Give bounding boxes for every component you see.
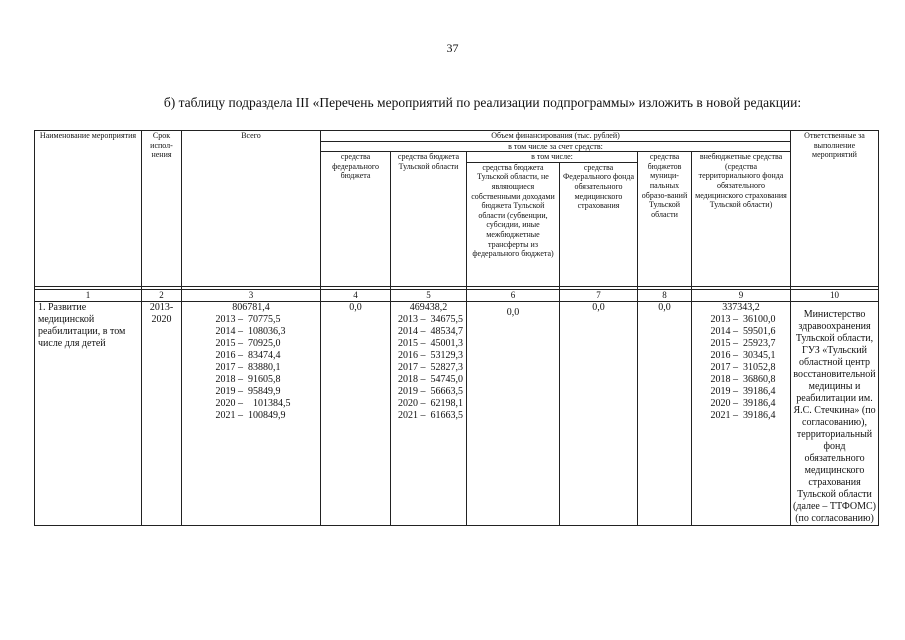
header-name: Наименование мероприятия xyxy=(35,131,142,287)
year-value-line: 2013 – 36100,0 xyxy=(710,313,776,325)
header-responsible: Ответственные за выполнение мероприятий xyxy=(791,131,879,287)
year-value-line: 2018 – 91605,8 xyxy=(215,373,281,385)
regional-cell xyxy=(391,301,467,525)
year-value-line: 2021 – 39186,4 xyxy=(710,409,776,421)
col-number: 5 xyxy=(391,289,467,301)
year-value-line: 2014 – 48534,7 xyxy=(398,325,463,337)
federal-fund-value: 0,0 xyxy=(560,301,638,525)
header-extra-budget: внебюджетные средства (средства территориального фонда обязательного медицинского страхования Тульской области) xyxy=(692,152,791,287)
year-value-line: 2013 – 34675,5 xyxy=(398,313,463,325)
extra-cell xyxy=(692,301,791,525)
responsible-text: Министерство здравоохранения Тульской области, ГУЗ «Тульский областной центр восстановительной медицины и реабилитации им. Я.С. Стечкина» (по согласованию), территориальный фонд обязательного медицинского страхования Тульской области (далее – ТТФОМС) (по согласованию) xyxy=(791,301,879,525)
col-number: 1 xyxy=(35,289,142,301)
year-value-line: 2015 – 45001,3 xyxy=(398,337,463,349)
year-value-line: 2017 – 83880,1 xyxy=(215,361,281,373)
extra-sum: 337343,2 xyxy=(722,301,760,313)
year-value-line: 2018 – 36860,8 xyxy=(710,373,776,385)
year-value-line: 2016 – 30345,1 xyxy=(710,349,776,361)
table-row xyxy=(35,301,879,525)
year-value-line: 2013 – 70775,5 xyxy=(215,313,281,325)
col-number: 9 xyxy=(692,289,791,301)
col-number: 7 xyxy=(560,289,638,301)
header-regional: средства бюджета Тульской области xyxy=(391,152,467,287)
year-value-line: 2015 – 25923,7 xyxy=(710,337,776,349)
regional-sum: 469438,2 xyxy=(409,301,448,313)
header-total: Всего xyxy=(182,131,321,287)
header-federal: средства федерального бюджета xyxy=(321,152,391,287)
year-value-line: 2019 – 39186,4 xyxy=(710,385,776,397)
extra-years xyxy=(707,314,776,422)
activity-term: 2013-2020 xyxy=(142,301,182,525)
header-municipal: средства бюджетов муници-пальных образо-ваний Тульской области xyxy=(638,152,692,287)
section-heading: б) таблицу подраздела III «Перечень мероприятий по реализации подпрограммы» изложить в новой редакции: xyxy=(163,95,802,110)
total-sum: 806781,4 xyxy=(232,301,270,313)
header-including-sources: в том числе за счет средств: xyxy=(321,141,791,152)
header-term: Срок испол-нения xyxy=(142,131,182,287)
total-years xyxy=(212,314,291,422)
year-value-line: 2018 – 54745,0 xyxy=(398,373,463,385)
col-number: 4 xyxy=(321,289,391,301)
header-regional-non-own: средства бюджета Тульской области, не являющиеся собственными доходами бюджета Тульской области (субвенции, субсидии, иные межбюджетные трансферты из федерального бюджета) xyxy=(467,162,560,286)
year-value-line: 2017 – 31052,8 xyxy=(710,361,776,373)
year-value-line: 2021 – 61663,5 xyxy=(398,409,463,421)
federal-value: 0,0 xyxy=(321,301,391,525)
municipal-value: 0,0 xyxy=(638,301,692,525)
regional-years xyxy=(394,314,463,422)
col-number: 10 xyxy=(791,289,879,301)
year-value-line: 2020 – 62198,1 xyxy=(398,397,463,409)
activities-table xyxy=(34,130,879,526)
page-number: 37 xyxy=(446,41,459,55)
col-number: 8 xyxy=(638,289,692,301)
year-value-line: 2015 – 70925,0 xyxy=(215,337,281,349)
year-value-line: 2016 – 83474,4 xyxy=(215,349,281,361)
col-number: 3 xyxy=(182,289,321,301)
header-volume: Объем финансирования (тыс. рублей) xyxy=(321,131,791,142)
col-number: 6 xyxy=(467,289,560,301)
year-value-line: 2016 – 53129,3 xyxy=(398,349,463,361)
year-value-line: 2019 – 56663,5 xyxy=(398,385,463,397)
header-including: в том числе: xyxy=(467,152,638,163)
year-value-line: 2020 – 101384,5 xyxy=(215,397,291,409)
year-value-line: 2021 – 100849,9 xyxy=(215,409,286,421)
regional-non-own-value: 0,0 xyxy=(467,301,560,525)
year-value-line: 2020 – 39186,4 xyxy=(710,397,776,409)
col-number: 2 xyxy=(142,289,182,301)
activity-name: 1. Развитие медицинской реабилитации, в том числе для детей xyxy=(35,301,142,525)
header-federal-fund: средства Федерального фонда обязательного медицинского страхования xyxy=(560,162,638,286)
total-cell xyxy=(182,301,321,525)
year-value-line: 2014 – 108036,3 xyxy=(215,325,286,337)
year-value-line: 2014 – 59501,6 xyxy=(710,325,776,337)
year-value-line: 2019 – 95849,9 xyxy=(215,385,281,397)
year-value-line: 2017 – 52827,3 xyxy=(398,361,463,373)
